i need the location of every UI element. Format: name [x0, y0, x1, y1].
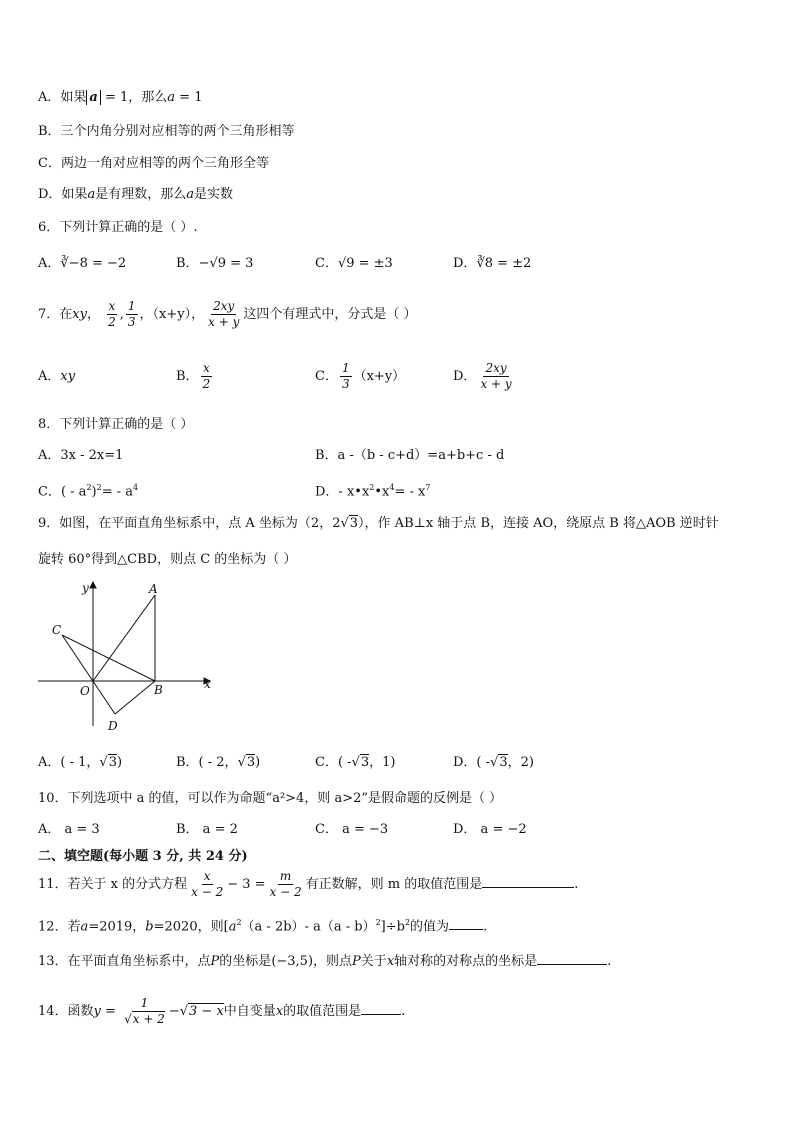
q6-stem: 6．下列计算正确的是（ ）. — [38, 220, 198, 235]
q6-option-c: C．√9 = ±3 — [315, 256, 393, 271]
fraction-x-over-2: $\frac{x}{2}$ — [108, 299, 116, 329]
segment-DB — [115, 681, 155, 714]
q9-coordinate-figure — [34, 578, 224, 738]
fraction-1-over-3: $\frac{1}{3}$ — [127, 299, 136, 329]
q11: 11．若关于 x 的分式方程 $\frac{x}{x - 2}$ − 3 = $\frac{m}{x - 2}$ 有正数解，则 m 的取值范围是 . — [38, 869, 579, 899]
q9-stem-line2: 旋转 60°得到△CBD，则点 C 的坐标为（ ） — [38, 552, 297, 567]
q5-option-b: B．三个内角分别对应相等的两个三角形相等 — [38, 124, 295, 139]
section-title-fill-in: 二、填空题(每小题 3 分, 共 24 分) — [38, 849, 248, 864]
label-D: D — [108, 719, 118, 733]
q6-option-b: B．−√9 = 3 — [176, 256, 254, 271]
q8-option-d: D．- $x•x^2•x^4= - x^7$ — [315, 483, 431, 500]
q14: 14．函数y = $\frac{1}{√x + 2}$ −√3 − x中自变量x的取值范围是 . — [38, 996, 406, 1026]
segment-CB — [62, 635, 155, 681]
y-axis-arrow — [90, 582, 96, 588]
q9-option-d: D．( -√3，2) — [453, 755, 534, 770]
q10-option-b: B． a = 2 — [176, 822, 238, 837]
q10-stem: 10．下列选项中 a 的值，可以作为命题“a²>4，则 a>2”是假命题的反例是（ ） — [38, 791, 503, 806]
q9-option-c: C．( -√3，1) — [315, 755, 396, 770]
q13: 13．在平面直角坐标系中，点P的坐标是(−3,5)，则点P关于x轴对称的对称点的坐标是 . — [38, 954, 612, 969]
label-A: A — [149, 582, 158, 596]
answer-blank[interactable] — [482, 875, 574, 888]
q8-option-a: A．3x - 2x=1 — [38, 448, 124, 463]
fraction-2xy: $\frac{2xy}{x + y}$ — [208, 299, 240, 329]
answer-blank[interactable] — [537, 952, 607, 965]
q9-option-b: B．( - 2，√3) — [176, 755, 261, 770]
q6-option-a: A．∛−8 = −2 — [38, 256, 127, 271]
q9-option-a: A．( - 1，√3) — [38, 755, 123, 770]
q5-option-c: C．两边一角对应相等的两个三角形全等 — [38, 156, 269, 171]
q12: 12．若a=2019，b=2020，则[$a^2(a - 2b)-$ $a(a - b)^2]\div b^2$的值为 . — [38, 918, 488, 935]
q7-option-c: C． $\frac{1}{3}$ （x+y） — [315, 361, 406, 391]
answer-blank[interactable] — [361, 1002, 401, 1015]
label-x: x — [204, 677, 211, 691]
q7-option-a: A．xy — [38, 369, 76, 384]
label-B: B — [154, 683, 163, 697]
q8-stem: 8．下列计算正确的是（ ） — [38, 417, 194, 432]
q5-option-a: A．如果 a = 1，那么a = 1 — [38, 90, 203, 105]
q5-option-d: D．如果a是有理数，那么a是实数 — [38, 187, 233, 202]
q10-option-d: D． a = −2 — [453, 822, 527, 837]
fraction-1-over-sqrt: $\frac{1}{√x + 2}$ — [124, 996, 165, 1026]
q8-option-c: C．( - $a^2)^2= - a^4$ — [38, 483, 139, 500]
label-C: C — [52, 623, 62, 637]
q9-stem-line1: 9．如图，在平面直角坐标系中，点 A 坐标为（2，2√3），作 AB⊥x 轴于点 B，连接 AO，绕原点 B 将△AOB 逆时针 — [38, 516, 719, 531]
q7-option-b: B． $\frac{x}{2}$ — [176, 361, 211, 391]
answer-blank[interactable] — [449, 917, 483, 930]
q7-option-d: D． $\frac{2xy}{x + y}$ — [453, 361, 512, 391]
q10-option-a: A． a = 3 — [38, 822, 100, 837]
segment-AO — [93, 595, 155, 681]
abs-value: a — [86, 90, 100, 105]
q8-option-b: B．a -（b - c+d）=a+b+c - d — [315, 448, 505, 463]
label-O: O — [80, 684, 90, 698]
fraction-x-over-x-minus-2: $\frac{x}{x - 2}$ — [191, 869, 224, 899]
fraction-m-over-x-minus-2: $\frac{m}{x - 2}$ — [269, 869, 302, 899]
segment-CD — [62, 635, 115, 714]
q10-option-c: C． a = −3 — [315, 822, 389, 837]
q6-option-d: D．∛8 = ±2 — [453, 256, 532, 271]
label-y: y — [82, 581, 89, 595]
q7-stem: 7．在xy， $\frac{x}{2}$ , $\frac{1}{3}$ ，（x+y）， $\frac{2xy}{x + y}$ 这四个有理式中，分式是（ ） — [38, 299, 417, 329]
